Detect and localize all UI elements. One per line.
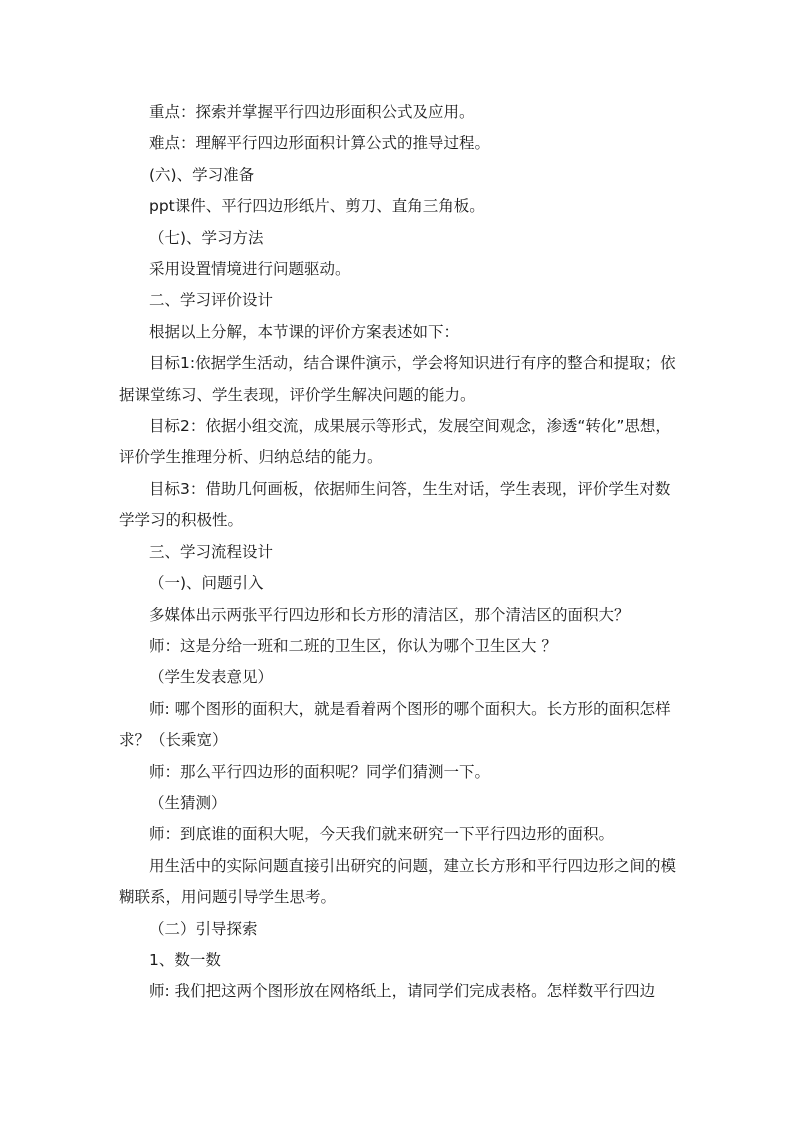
paragraph-materials: ppt课件、平行四边形纸片、剪刀、直角三角板。 (149, 197, 485, 216)
document-body (119, 97, 684, 1008)
heading-evaluation-design: 二、学习评价设计 (149, 291, 274, 310)
paragraph-difficult-point: 难点：理解平行四边形面积计算公式的推导过程。 (149, 134, 491, 153)
paragraph-teacher-2: 师: 哪个图形的面积大，就是看着两个图形的哪个面积大。长方形的面积怎样求？（长乘宽） (119, 699, 671, 750)
paragraph-goal-3: 目标3：借助几何画板，依据师生问答，生生对话，学生表现，评价学生对数学学习的积极性。 (119, 479, 671, 530)
paragraph-multimedia: 多媒体出示两张平行四边形和长方形的清洁区，那个清洁区的面积大？ (149, 605, 630, 624)
paragraph-key-point: 重点：探索并掌握平行四边形面积公式及应用。 (149, 103, 475, 121)
paragraph-design-note: 用生活中的实际问题直接引出研究的问题，建立长方形和平行四边形之间的模糊联系，用问题引导学生思考。 (119, 856, 677, 907)
paragraph-teacher-1: 师：这是分给一班和二班的卫生区，你认为哪个卫生区大 ？ (149, 636, 557, 655)
paragraph-goal-1: 目标1:依据学生活动，结合课件演示，学会将知识进行有序的整合和提取；依据课堂练习、学生表现，评价学生解决问题的能力。 (119, 354, 676, 404)
heading-learning-method: （七)、学习方法 (149, 228, 264, 247)
paragraph-goal-2: 目标2：依据小组交流，成果展示等形式，发展空间观念，渗透“转化”思想，评价学生推理分析、归纳总结的能力。 (119, 417, 671, 467)
paragraph-teacher-5: 师: 我们把这两个图形放在网格纸上，请同学们完成表格。怎样数平行四边 (149, 982, 656, 1001)
paragraph-method: 采用设置情境进行问题驱动。 (149, 260, 351, 279)
paragraph-student-guess: （生猜测） (149, 793, 227, 812)
paragraph-evaluation-intro: 根据以上分解，本节课的评价方案表述如下： (149, 322, 460, 341)
heading-process-design: 三、学习流程设计 (149, 542, 274, 561)
heading-problem-introduction: （一)、问题引入 (149, 574, 264, 593)
heading-guided-exploration: （二）引导探索 (149, 919, 258, 938)
heading-count: 1、数一数 (149, 950, 221, 969)
paragraph-student-opinion: （学生发表意见） (149, 668, 274, 687)
paragraph-teacher-4: 师：到底谁的面积大呢，今天我们就来研究一下平行四边形的面积。 (149, 825, 615, 844)
paragraph-teacher-3: 师：那么平行四边形的面积呢？同学们猜测一下。 (149, 762, 491, 781)
heading-learning-preparation: (六)、学习准备 (149, 165, 255, 184)
